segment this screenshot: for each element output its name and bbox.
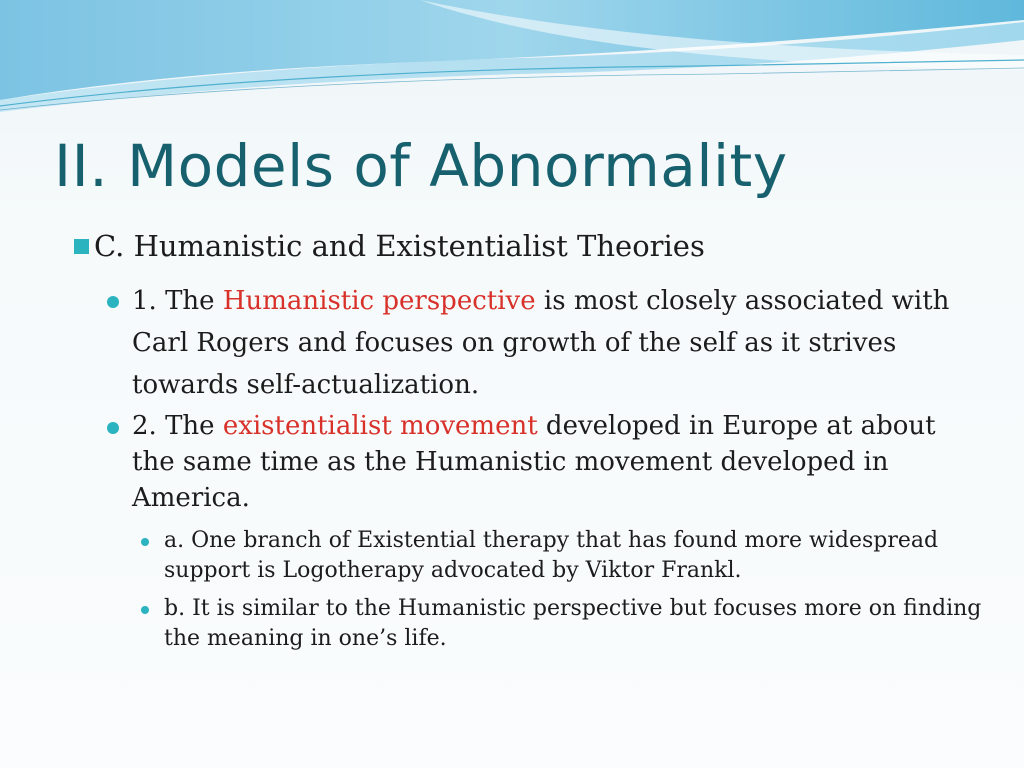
point-2-post: developed in Europe at about the same time as the Humanistic movement developed in America. — [132, 411, 936, 513]
point-2 — [132, 408, 982, 516]
point-1 — [132, 280, 982, 406]
subpoint-a: a. One branch of Existential therapy that has found more widespread support is Logotherapy advocated by Viktor Frankl. — [164, 528, 939, 583]
round-bullet-icon — [107, 296, 119, 308]
point-1-pre: 1. The — [132, 286, 223, 316]
point-1-post: is most closely associated with Carl Rogers and focuses on growth of the self as it strives towards self-actualization. — [132, 286, 950, 400]
point-2-highlight: existentialist movement — [222, 411, 538, 441]
point-2-pre: 2. The — [132, 411, 223, 441]
point-1-highlight: Humanistic perspective — [222, 286, 536, 316]
section-heading: C. Humanistic and Existentialist Theories — [94, 229, 705, 263]
subpoint-b: b. It is similar to the Humanistic perspective but focuses more on finding the meaning in one’s life. — [164, 596, 982, 651]
square-bullet-icon — [74, 239, 89, 254]
small-bullet-icon — [141, 606, 149, 614]
round-bullet-icon — [107, 422, 119, 434]
slide-title: II. Models of Abnormality — [54, 132, 788, 200]
small-bullet-icon — [141, 538, 149, 546]
